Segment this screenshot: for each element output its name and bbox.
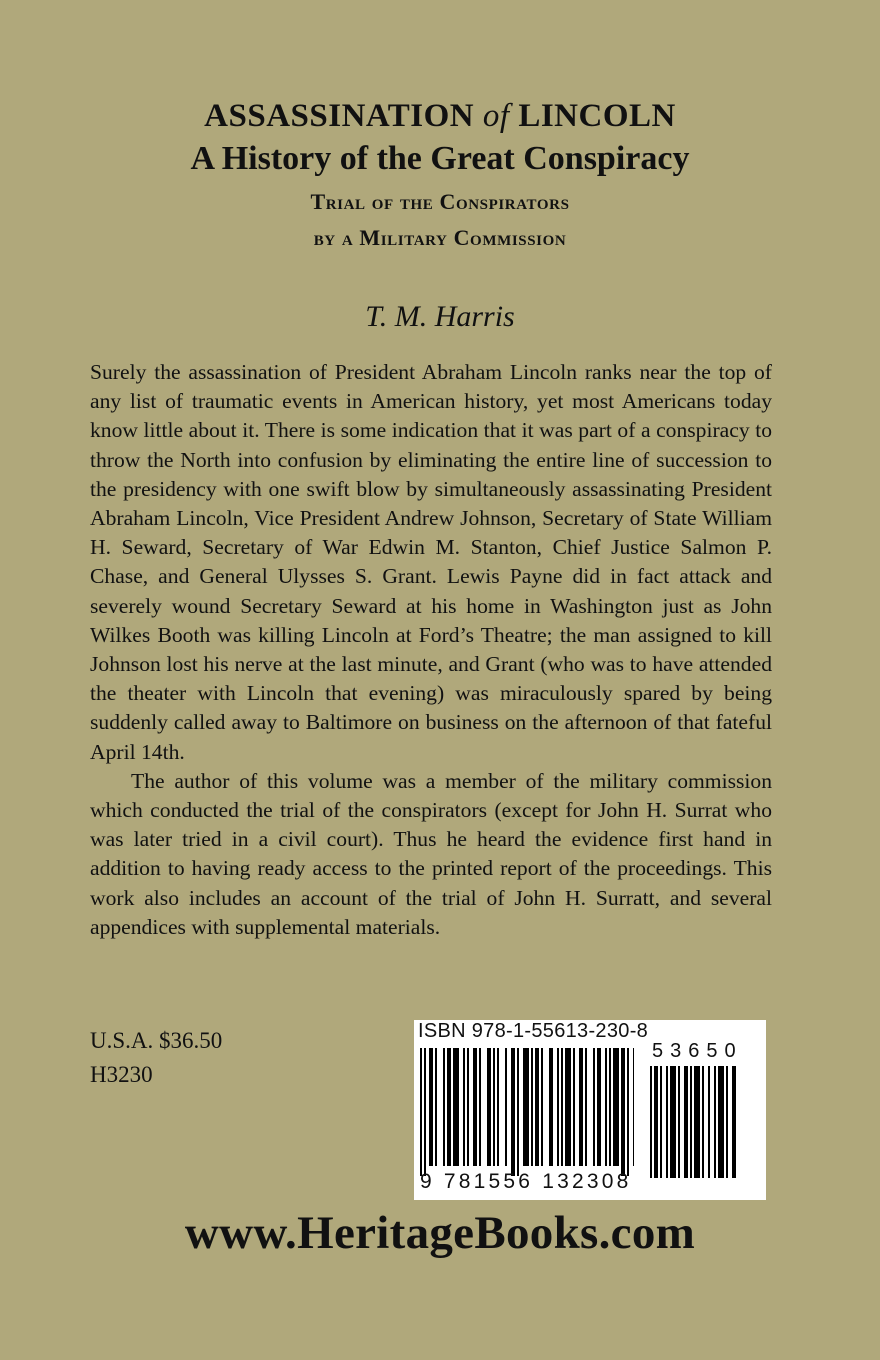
title-word-assassination: ASSASSINATION [204,98,475,134]
price: U.S.A. $36.50 [90,1028,223,1053]
product-code: H3230 [90,1062,153,1087]
price-block [90,1024,222,1092]
barcode-bars [420,1048,634,1178]
website-url: www.HeritageBooks.com [184,1207,696,1259]
description-paragraph-1: Surely the assassination of President Abraham Lincoln ranks near the top of any list of traumatic events in American history, yet most Americans today know little about it. There is some indication that it was part of a conspiracy to throw the North into confusion by eliminating the entire line of succession to the presidency with one swift blow by simultaneously assassinating President Abraham Lincoln, Vice President Andrew Johnson, Secretary of State William H. Seward, Secretary of War Edwin M. Stanton, Chief Justice Salmon P. Chase, and General Ulysses S. Grant. Lewis Payne did in fact attack and severely wound Secretary Seward at his home in Washington just as John Wilkes Booth was killing Lincoln at Ford’s Theatre; the man assigned to kill Johnson lost his nerve at the last minute, and Grant (who was to have attended the theater with Lincoln that evening) was miraculously spared by being suddenly called away to Baltimore on business on the afternoon of that fateful April 14th. [90,360,772,764]
title-word-lincoln: LINCOLN [518,98,676,134]
subtitle-line-3: Trial of the Conspirators [310,189,570,214]
subtitle: A History of the Great Conspiracy [190,140,690,177]
description [90,358,772,942]
barcode [414,1020,766,1200]
author-name: T. M. Harris [365,300,515,333]
title-word-of: of [482,98,510,134]
title-line-1 [0,96,880,136]
isbn-label: ISBN 978-1-55613-230-8 [418,1020,649,1042]
barcode-addon-digits: 53650 [652,1040,743,1062]
barcode-addon-bars [650,1066,746,1178]
subtitle-line-4: by a Military Commission [313,225,567,250]
barcode-digits: 9 781556 132308 [420,1170,632,1193]
description-paragraph-2: The author of this volume was a member of the military commission which conducted the trial of the conspirators (except for John H. Surrat who was later tried in a civil court). Thus he heard the evidence first hand in addition to having ready access to the printed report of the proceedings. This work also includes an account of the trial of John H. Surratt, and several appendices with supplemental materials. [90,768,772,939]
title-block [0,96,880,256]
